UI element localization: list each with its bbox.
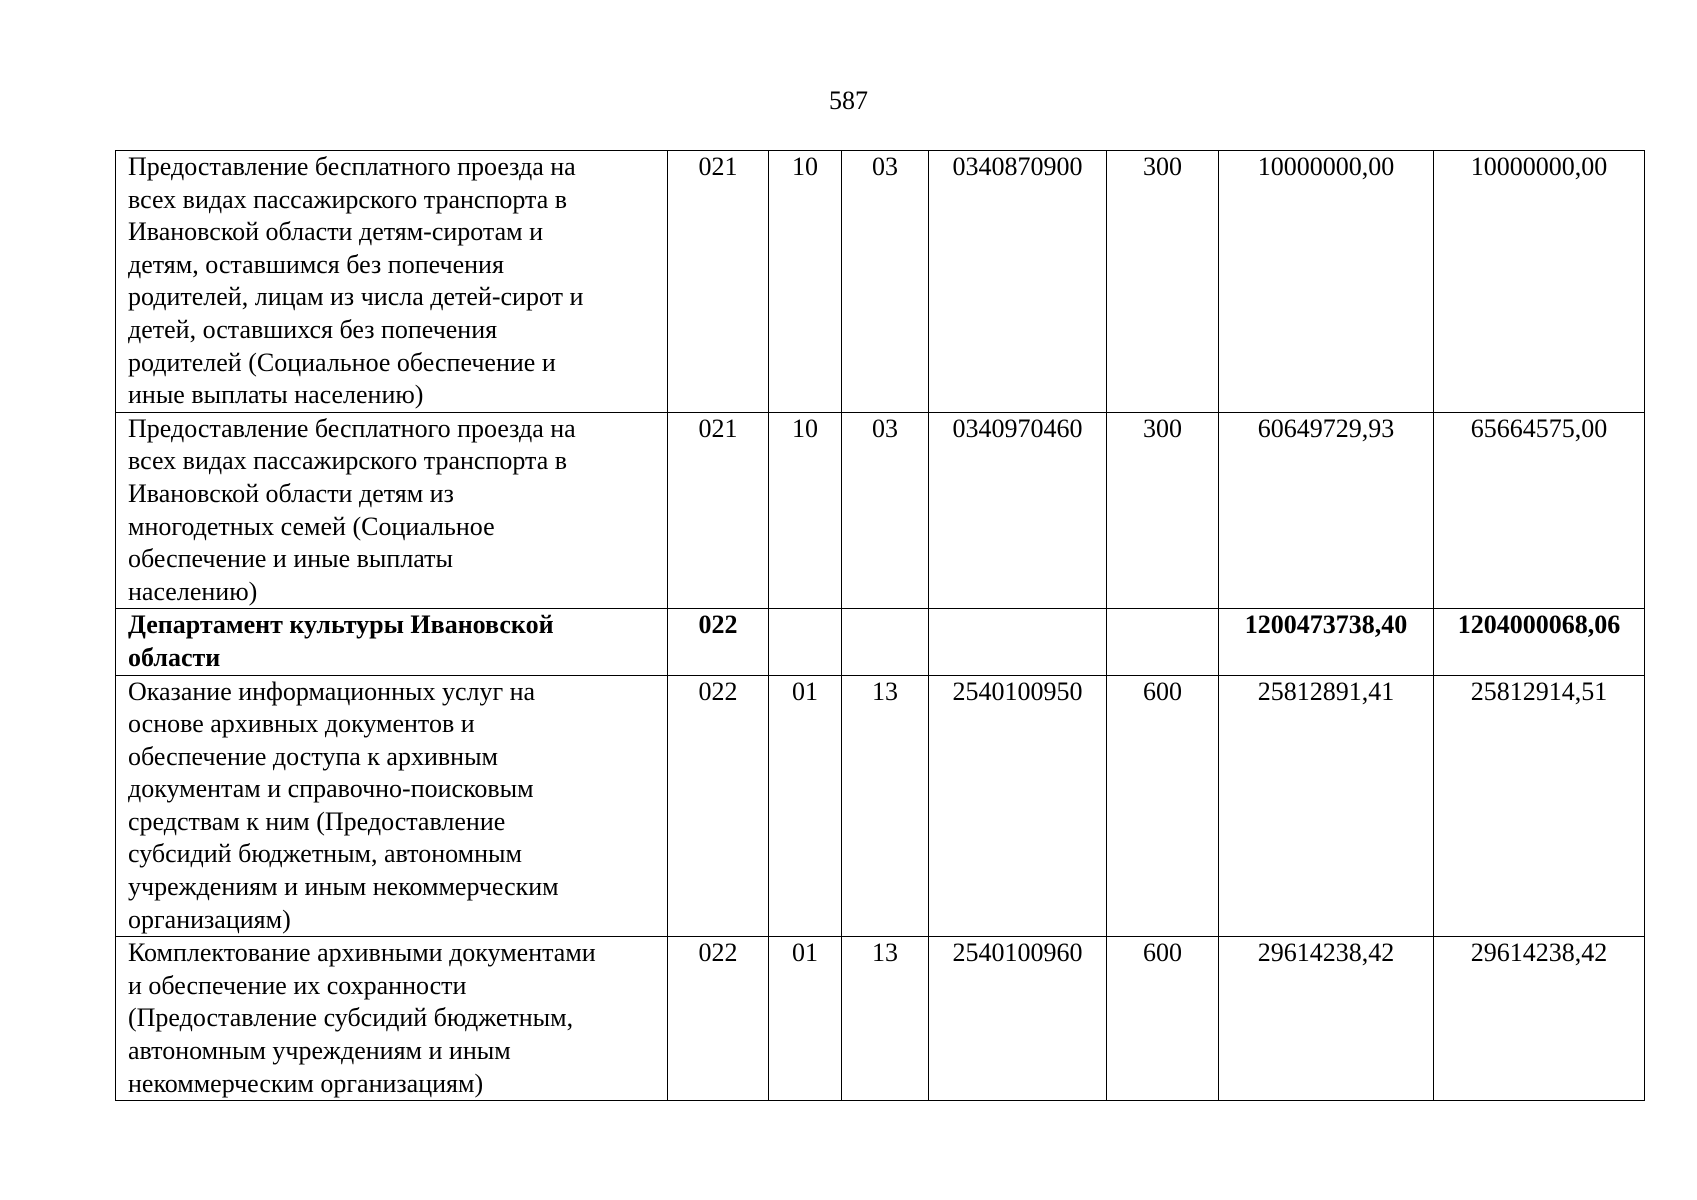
subsection-code: 03 — [842, 151, 929, 413]
amount-first-year: 25812891,41 — [1219, 675, 1434, 937]
ministry-code: 021 — [668, 412, 769, 609]
row-description — [116, 151, 668, 413]
description-line: Оказание информационных услуг на — [128, 676, 536, 706]
description-line-last: некоммерческим организациям) — [128, 1068, 484, 1098]
target-article-code: 2540100960 — [929, 937, 1107, 1101]
amount-first-year: 29614238,42 — [1219, 937, 1434, 1101]
row-description — [116, 675, 668, 937]
description-line: обеспечение и иные выплаты — [128, 544, 453, 574]
expense-type-code: 600 — [1107, 675, 1219, 937]
description-line: (Предоставление субсидий бюджетным, — [128, 1003, 574, 1033]
description-line: основе архивных документов и — [128, 709, 475, 739]
expense-type-code: 600 — [1107, 937, 1219, 1101]
target-article-code: 2540100950 — [929, 675, 1107, 937]
target-article-code — [929, 609, 1107, 675]
section-code: 01 — [769, 937, 842, 1101]
amount-second-year: 1204000068,06 — [1434, 609, 1645, 675]
description-line: всех видах пассажирского транспорта в — [128, 184, 568, 214]
description-line: субсидий бюджетным, автономным — [128, 839, 522, 869]
description-line: Комплектование архивными документами — [128, 938, 596, 968]
description-line: обеспечение доступа к архивным — [128, 741, 498, 771]
target-article-code: 0340970460 — [929, 412, 1107, 609]
table-row — [116, 937, 1645, 1101]
table-row — [116, 412, 1645, 609]
table-row — [116, 151, 1645, 413]
description-line-last: населению) — [128, 576, 258, 606]
amount-second-year: 25812914,51 — [1434, 675, 1645, 937]
description-line: Предоставление бесплатного проезда на — [128, 413, 576, 443]
section-code: 10 — [769, 412, 842, 609]
expense-type-code — [1107, 609, 1219, 675]
description-line: Ивановской области детям из — [128, 478, 454, 508]
description-line: родителей, лицам из числа детей-сирот и — [128, 282, 584, 312]
subsection-code: 13 — [842, 675, 929, 937]
target-article-code: 0340870900 — [929, 151, 1107, 413]
subsection-code — [842, 609, 929, 675]
table-row-department — [116, 609, 1645, 675]
section-code — [769, 609, 842, 675]
budget-table — [115, 150, 1645, 1101]
ministry-code: 022 — [668, 675, 769, 937]
description-line-last: области — [128, 642, 221, 672]
description-line: Ивановской области детям-сиротам и — [128, 217, 544, 247]
expense-type-code: 300 — [1107, 412, 1219, 609]
amount-second-year: 65664575,00 — [1434, 412, 1645, 609]
amount-second-year: 10000000,00 — [1434, 151, 1645, 413]
description-line: всех видах пассажирского транспорта в — [128, 446, 568, 476]
description-line: многодетных семей (Социальное — [128, 511, 495, 541]
description-line: детям, оставшимся без попечения — [128, 249, 504, 279]
page-number-text: 587 — [829, 86, 868, 115]
amount-first-year: 10000000,00 — [1219, 151, 1434, 413]
description-line: детей, оставшихся без попечения — [128, 314, 498, 344]
ministry-code: 022 — [668, 937, 769, 1101]
description-line: средствам к ним (Предоставление — [128, 806, 506, 836]
amount-first-year: 60649729,93 — [1219, 412, 1434, 609]
page-number — [0, 86, 1697, 116]
description-line-last: организациям) — [128, 904, 291, 934]
description-line: учреждениям и иным некоммерческим — [128, 872, 559, 902]
amount-first-year: 1200473738,40 — [1219, 609, 1434, 675]
description-line-last: иные выплаты населению) — [128, 380, 424, 410]
row-description — [116, 937, 668, 1101]
section-code: 10 — [769, 151, 842, 413]
subsection-code: 13 — [842, 937, 929, 1101]
section-code: 01 — [769, 675, 842, 937]
description-line: автономным учреждениям и иным — [128, 1036, 511, 1066]
ministry-code: 022 — [668, 609, 769, 675]
description-line: родителей (Социальное обеспечение и — [128, 347, 556, 377]
row-description — [116, 412, 668, 609]
row-description — [116, 609, 668, 675]
description-line: документам и справочно-поисковым — [128, 774, 534, 804]
description-line: Предоставление бесплатного проезда на — [128, 152, 576, 181]
expense-type-code: 300 — [1107, 151, 1219, 413]
description-line: Департамент культуры Ивановской — [128, 610, 554, 640]
subsection-code: 03 — [842, 412, 929, 609]
ministry-code: 021 — [668, 151, 769, 413]
description-line: и обеспечение их сохранности — [128, 970, 467, 1000]
amount-second-year: 29614238,42 — [1434, 937, 1645, 1101]
table-row — [116, 675, 1645, 937]
